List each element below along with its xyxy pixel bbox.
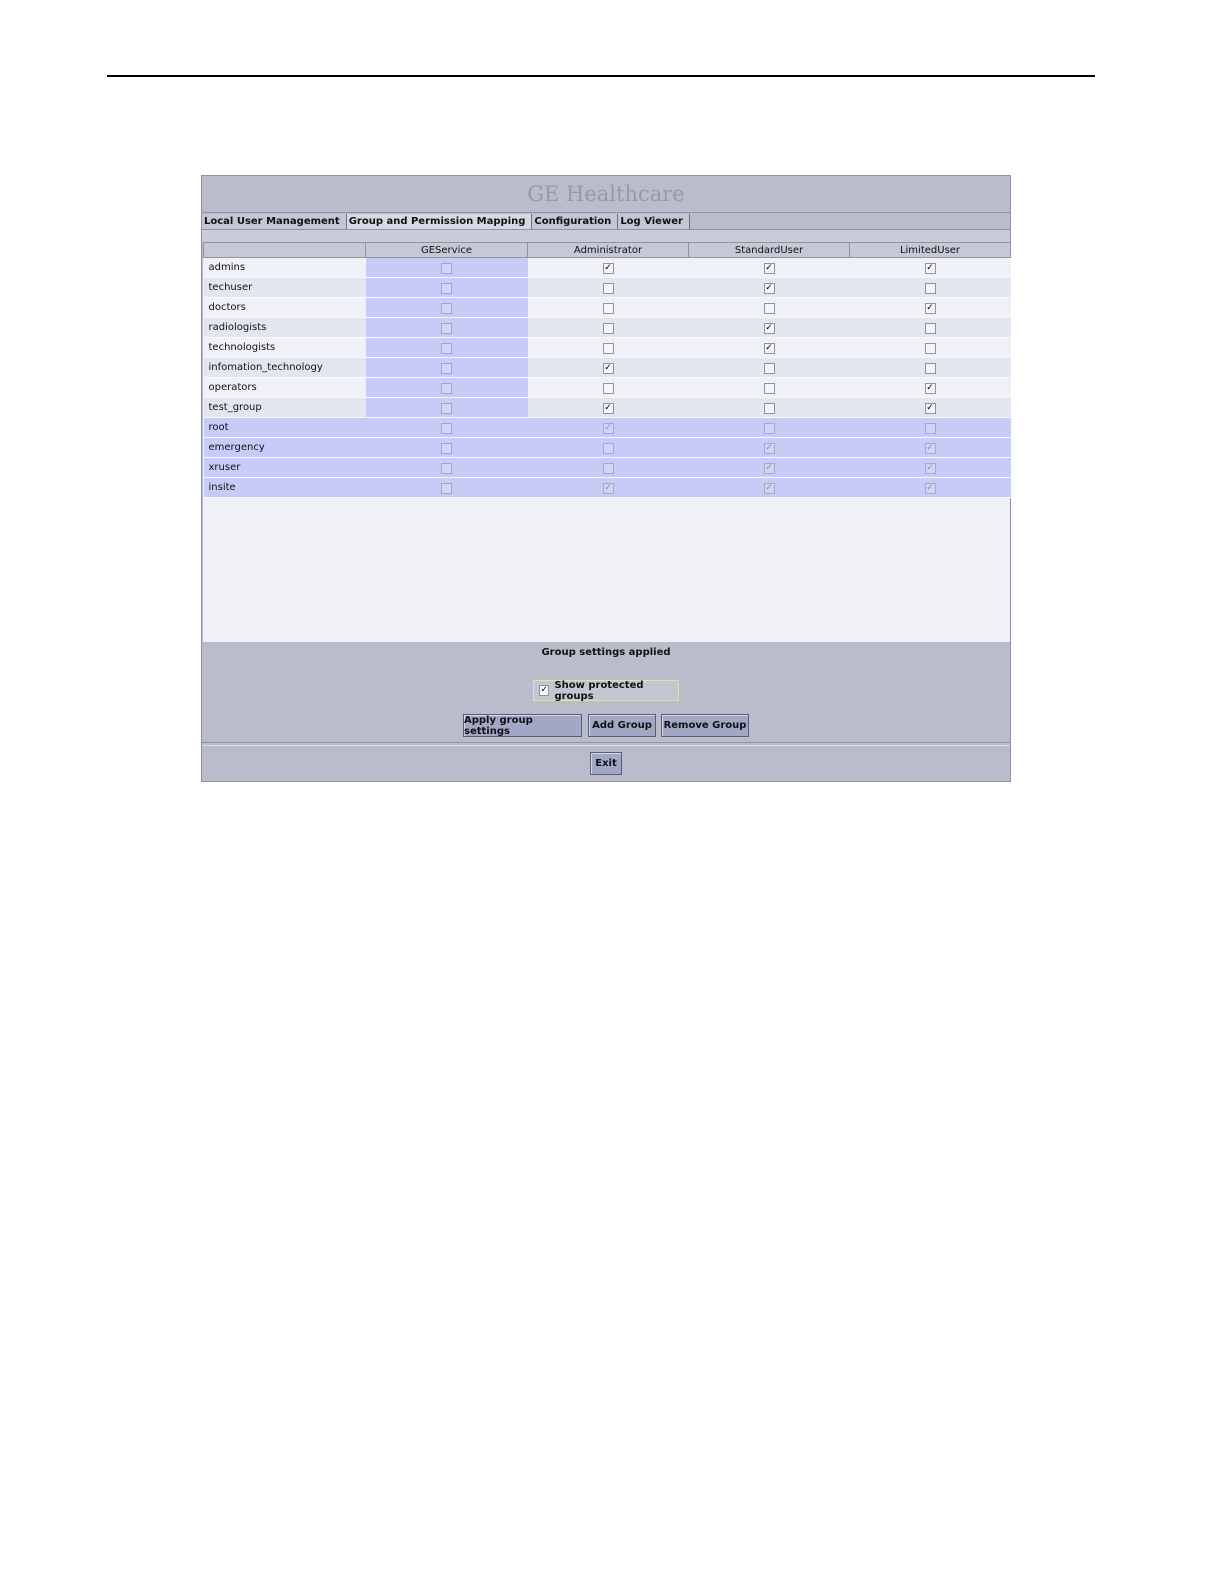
- permission-checkbox[interactable]: [603, 283, 614, 294]
- permission-cell: [850, 378, 1011, 398]
- permission-cell: [528, 478, 689, 498]
- permission-cell: [689, 318, 850, 338]
- permission-checkbox[interactable]: ✓: [765, 463, 773, 473]
- permission-cell: [366, 338, 528, 358]
- permission-cell: [528, 438, 689, 458]
- permission-checkbox[interactable]: [441, 363, 452, 374]
- table-row: [204, 278, 1011, 298]
- permission-cell: [850, 418, 1011, 438]
- permission-cell: [528, 338, 689, 358]
- permission-cell: [366, 318, 528, 338]
- permission-cell: [689, 458, 850, 478]
- permission-checkbox[interactable]: ✓: [604, 483, 612, 493]
- permission-checkbox[interactable]: [441, 303, 452, 314]
- table-row: [204, 458, 1011, 478]
- permission-checkbox[interactable]: [441, 403, 452, 414]
- permission-checkbox[interactable]: ✓: [765, 483, 773, 493]
- permission-checkbox[interactable]: ✓: [765, 343, 773, 353]
- tab-local-user-management[interactable]: Local User Management: [202, 214, 347, 229]
- permission-checkbox[interactable]: ✓: [926, 443, 934, 453]
- remove-group-button[interactable]: Remove Group: [661, 714, 749, 737]
- permission-checkbox[interactable]: [603, 463, 614, 474]
- group-name-cell[interactable]: admins: [204, 258, 366, 278]
- group-name-cell[interactable]: root: [204, 418, 366, 438]
- tab-bar: [202, 213, 1010, 229]
- tab-log-viewer[interactable]: Log Viewer: [618, 214, 690, 229]
- permission-cell: [528, 318, 689, 338]
- permission-checkbox[interactable]: ✓: [926, 463, 934, 473]
- app-title: GE Healthcare: [202, 176, 1010, 213]
- table-body: [204, 258, 1011, 498]
- permission-checkbox[interactable]: [764, 303, 775, 314]
- permission-checkbox[interactable]: ✓: [765, 323, 773, 333]
- show-protected-groups-toggle[interactable]: [533, 680, 679, 701]
- app-window: [201, 175, 1011, 782]
- status-message: Group settings applied: [541, 647, 671, 658]
- permission-checkbox[interactable]: ✓: [926, 303, 934, 313]
- permission-checkbox[interactable]: [441, 343, 452, 354]
- permission-cell: [528, 278, 689, 298]
- permission-cell: [689, 438, 850, 458]
- permission-cell: [850, 258, 1011, 278]
- permission-cell: [366, 278, 528, 298]
- permission-cell: [850, 458, 1011, 478]
- table-row: [204, 358, 1011, 378]
- permission-checkbox[interactable]: [925, 323, 936, 334]
- permission-checkbox[interactable]: [441, 283, 452, 294]
- exit-button[interactable]: Exit: [590, 752, 622, 775]
- permission-cell: [689, 258, 850, 278]
- permission-cell: [689, 358, 850, 378]
- permission-cell: [850, 398, 1011, 418]
- tab-group-permission-mapping[interactable]: Group and Permission Mapping: [347, 214, 533, 229]
- permission-checkbox[interactable]: ✓: [926, 383, 934, 393]
- permission-checkbox[interactable]: [925, 423, 936, 434]
- permission-cell: [528, 258, 689, 278]
- permission-cell: [689, 278, 850, 298]
- permission-checkbox[interactable]: [764, 403, 775, 414]
- table-row: [204, 438, 1011, 458]
- table-row: [204, 338, 1011, 358]
- table-row: [204, 478, 1011, 498]
- permission-cell: [366, 458, 528, 478]
- column-header-geservice[interactable]: GEService: [366, 243, 528, 258]
- group-name-cell[interactable]: doctors: [204, 298, 366, 318]
- permission-checkbox[interactable]: [764, 423, 775, 434]
- group-name-cell[interactable]: emergency: [204, 438, 366, 458]
- permission-checkbox[interactable]: ✓: [604, 263, 612, 273]
- permission-checkbox[interactable]: ✓: [765, 263, 773, 273]
- permission-cell: [850, 278, 1011, 298]
- permission-checkbox[interactable]: [441, 483, 452, 494]
- group-name-cell[interactable]: test_group: [204, 398, 366, 418]
- table-row: [204, 398, 1011, 418]
- permission-checkbox[interactable]: [603, 443, 614, 454]
- permission-cell: [850, 438, 1011, 458]
- permission-checkbox[interactable]: [764, 363, 775, 374]
- permission-cell: [366, 398, 528, 418]
- permission-checkbox[interactable]: ✓: [604, 403, 612, 413]
- permission-checkbox[interactable]: [603, 303, 614, 314]
- permission-checkbox[interactable]: [603, 323, 614, 334]
- permission-cell: [689, 398, 850, 418]
- show-protected-label: Show protected groups: [554, 679, 644, 702]
- permission-checkbox[interactable]: ✓: [926, 263, 934, 273]
- permission-checkbox[interactable]: [925, 363, 936, 374]
- show-protected-checkbox[interactable]: ✓: [540, 685, 548, 695]
- table-row: [204, 318, 1011, 338]
- footer-divider: [202, 742, 1010, 746]
- permission-checkbox[interactable]: [441, 263, 452, 274]
- permission-cell: [850, 478, 1011, 498]
- add-group-button[interactable]: Add Group: [588, 714, 656, 737]
- group-name-cell[interactable]: insite: [204, 478, 366, 498]
- permission-cell: [528, 358, 689, 378]
- permission-checkbox[interactable]: ✓: [765, 443, 773, 453]
- permission-cell: [689, 378, 850, 398]
- group-permission-table-area: [203, 242, 1010, 642]
- permission-cell: [528, 378, 689, 398]
- permission-checkbox[interactable]: [441, 423, 452, 434]
- group-permission-table: [203, 242, 1011, 498]
- permission-checkbox[interactable]: [603, 383, 614, 394]
- group-name-cell[interactable]: infomation_technology: [204, 358, 366, 378]
- permission-checkbox[interactable]: ✓: [926, 403, 934, 413]
- permission-cell: [528, 398, 689, 418]
- permission-cell: [366, 418, 528, 438]
- table-row: [204, 258, 1011, 278]
- apply-group-settings-button[interactable]: Apply group settings: [463, 714, 582, 737]
- permission-cell: [366, 378, 528, 398]
- permission-cell: [689, 338, 850, 358]
- permission-checkbox[interactable]: ✓: [926, 483, 934, 493]
- tab-content-border: [202, 229, 1010, 242]
- permission-checkbox[interactable]: [441, 443, 452, 454]
- permission-checkbox[interactable]: [603, 343, 614, 354]
- permission-cell: [850, 298, 1011, 318]
- group-name-cell[interactable]: operators: [204, 378, 366, 398]
- tab-configuration[interactable]: Configuration: [532, 214, 618, 229]
- group-name-cell[interactable]: radiologists: [204, 318, 366, 338]
- permission-checkbox[interactable]: [441, 323, 452, 334]
- column-header-limiteduser[interactable]: LimitedUser: [850, 243, 1011, 258]
- table-header-row: [204, 243, 1011, 258]
- permission-cell: [850, 318, 1011, 338]
- group-name-cell[interactable]: technologists: [204, 338, 366, 358]
- permission-cell: [366, 478, 528, 498]
- permission-cell: [528, 298, 689, 318]
- permission-checkbox[interactable]: [441, 383, 452, 394]
- permission-cell: [366, 298, 528, 318]
- group-name-cell[interactable]: xruser: [204, 458, 366, 478]
- table-row: [204, 418, 1011, 438]
- permission-cell: [689, 418, 850, 438]
- table-row: [204, 378, 1011, 398]
- permission-cell: [528, 458, 689, 478]
- column-header-standarduser[interactable]: StandardUser: [689, 243, 850, 258]
- permission-checkbox[interactable]: [764, 383, 775, 394]
- permission-cell: [366, 258, 528, 278]
- permission-checkbox[interactable]: [925, 343, 936, 354]
- permission-cell: [689, 478, 850, 498]
- column-header-group: [204, 243, 366, 258]
- permission-checkbox[interactable]: [441, 463, 452, 474]
- permission-cell: [850, 338, 1011, 358]
- column-header-administrator[interactable]: Administrator: [528, 243, 689, 258]
- permission-checkbox[interactable]: ✓: [604, 423, 612, 433]
- permission-cell: [850, 358, 1011, 378]
- permission-checkbox[interactable]: ✓: [604, 363, 612, 373]
- permission-checkbox[interactable]: [925, 283, 936, 294]
- permission-checkbox[interactable]: ✓: [765, 283, 773, 293]
- permission-cell: [528, 418, 689, 438]
- group-name-cell[interactable]: techuser: [204, 278, 366, 298]
- page-top-rule: [107, 75, 1095, 77]
- permission-cell: [366, 438, 528, 458]
- permission-cell: [689, 298, 850, 318]
- permission-cell: [366, 358, 528, 378]
- table-row: [204, 298, 1011, 318]
